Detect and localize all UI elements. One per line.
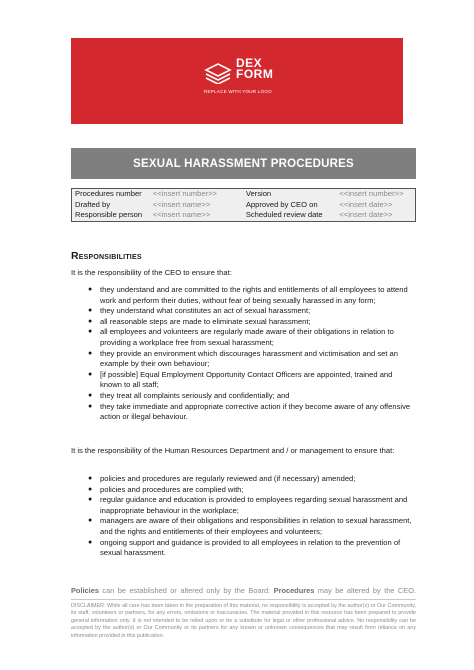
list-item: ● they understand what constitutes an act of sexual harassment; bbox=[88, 306, 311, 316]
version-label: Version bbox=[245, 189, 272, 198]
document-title: SEXUAL HARASSMENT PROCEDURES bbox=[71, 148, 416, 179]
responsible-person-value: <<insert name>> bbox=[152, 210, 211, 219]
review-date-label: Scheduled review date bbox=[245, 210, 323, 219]
bullet-icon: ● bbox=[88, 307, 93, 315]
stacked-paper-icon bbox=[204, 60, 232, 84]
company-logo bbox=[204, 58, 294, 108]
table-row bbox=[72, 189, 416, 200]
list-item: ● policies and procedures are regularly reviewed and (if necessary) amended; bbox=[88, 474, 356, 483]
version-value: <<insert number>> bbox=[339, 189, 404, 198]
list-item: ● ongoing support and guidance is provided to all employees in relation to the prevention of sexual harassment. bbox=[88, 537, 401, 558]
divider bbox=[71, 599, 416, 600]
procedures-number-value: <<insert number>> bbox=[152, 189, 217, 198]
bullet-icon: ● bbox=[88, 517, 93, 525]
disclaimer: DISCLAIMER: While all care has been taken in the preparation of this material, no responsibility is accepted by the author(s) or Our Community, its staff, volunteers or partners, for any errors, omissions or inaccuracies. The material provided in this resource has been prepared to provide general information only. It is not intended to be relied upon or be a substitute for legal or other professional advice. No responsibility can be accepted by the author(s) or Our Community or its partners for any known or unknown consequences that may result from reliance on any information provided in this publication. bbox=[71, 603, 416, 639]
bullet-icon: ● bbox=[88, 538, 93, 546]
bullet-icon: ● bbox=[88, 391, 93, 399]
table-row bbox=[72, 200, 416, 211]
review-date-value: <<insert date>> bbox=[339, 210, 393, 219]
table-row bbox=[72, 210, 416, 221]
bullet-icon: ● bbox=[88, 286, 93, 293]
bullet-icon: ● bbox=[88, 328, 93, 336]
list-item: ● they take immediate and appropriate corrective action if they become aware of any offensive action or illegal behaviour. bbox=[88, 401, 411, 422]
procedures-number-label: Procedures number bbox=[75, 189, 142, 198]
list-item: ● they treat all complaints seriously and confidentially; and bbox=[88, 390, 290, 400]
ceo-intro: It is the responsibility of the CEO to ensure that: bbox=[71, 268, 232, 277]
list-item: ● [if possible] Equal Employment Opportunity Contact Officers are appointed, trained and known to all staff; bbox=[88, 369, 393, 390]
ceo-responsibilities-list bbox=[71, 285, 416, 423]
responsible-person-label: Responsible person bbox=[75, 210, 143, 219]
list-item: ● all employees and volunteers are regularly made aware of their obligations in relation to providing a workplace free from sexual harassment; bbox=[88, 327, 394, 347]
list-item: ● they provide an environment which discourages harassment and victimisation and set an example by their own behaviour; bbox=[88, 348, 399, 369]
bullet-icon: ● bbox=[88, 402, 93, 410]
list-item: ● policies and procedures are complied with; bbox=[88, 484, 244, 494]
approved-by-label: Approved by CEO on bbox=[245, 199, 318, 209]
list-item: ● regular guidance and education is provided to employees regarding sexual harassment and inappropriate behaviour in the workplace; bbox=[88, 495, 408, 515]
approved-by-value: <<insert date>> bbox=[339, 199, 393, 209]
bullet-icon: ● bbox=[88, 370, 93, 378]
drafted-by-label: Drafted by bbox=[75, 199, 111, 209]
document-metadata-table bbox=[71, 188, 416, 222]
policy-footnote: Policies can be established or altered only by the Board: Procedures may be altered by the CEO. bbox=[71, 586, 416, 595]
bullet-icon: ● bbox=[88, 496, 93, 504]
hr-intro: It is the responsibility of the Human Resources Department and / or management to ensure that: bbox=[71, 446, 395, 455]
logo-banner bbox=[71, 38, 403, 124]
logo-tagline: REPLACE WITH YOUR LOGO bbox=[204, 89, 272, 94]
bullet-icon: ● bbox=[88, 317, 93, 325]
list-item: ● they understand and are committed to the rights and entitlements of all employees to attend work and perform their duties, without fear of being sexually harassed in any form; bbox=[88, 285, 408, 305]
bullet-icon: ● bbox=[88, 349, 93, 357]
logo-wordmark: DEX FORM bbox=[236, 56, 274, 81]
list-item: ● managers are aware of their obligations and responsibilities in relation to sexual harassment, and the rights and entitlements of their employees and volunteers; bbox=[88, 516, 412, 536]
drafted-by-value: <<insert name>> bbox=[152, 199, 211, 209]
bullet-icon: ● bbox=[88, 485, 93, 493]
bullet-icon: ● bbox=[88, 475, 93, 482]
section-heading: Responsibilities bbox=[71, 250, 142, 262]
list-item: ● all reasonable steps are made to eliminate sexual harassment; bbox=[88, 316, 311, 326]
hr-responsibilities-list bbox=[71, 474, 416, 559]
